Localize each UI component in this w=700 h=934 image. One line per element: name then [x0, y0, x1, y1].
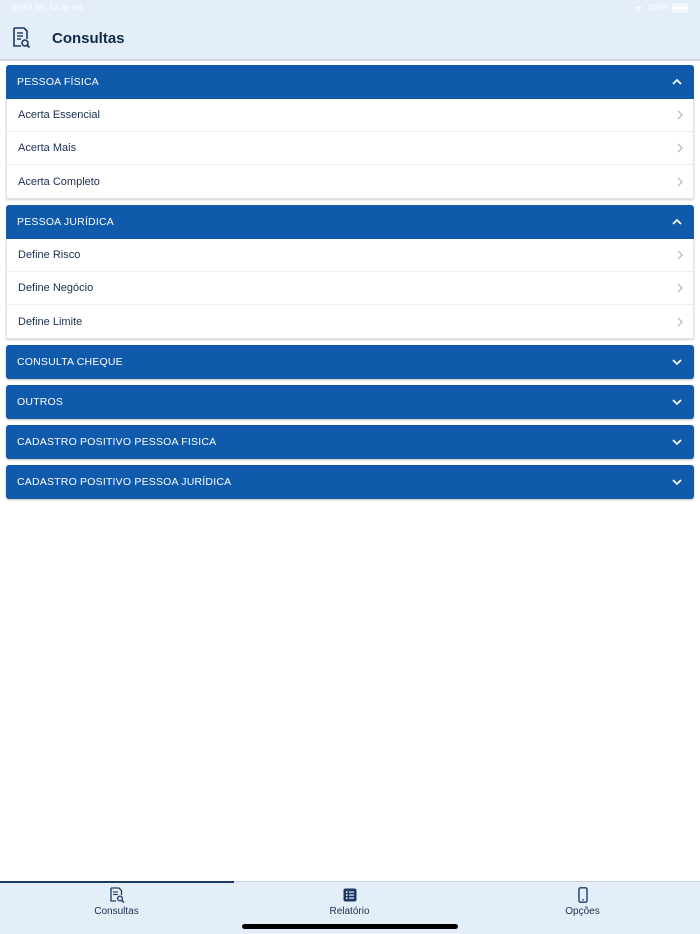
tab-label: Consultas	[94, 906, 139, 917]
list-item[interactable]	[7, 99, 693, 132]
chevron-down-icon	[670, 395, 684, 409]
section-header[interactable]	[6, 385, 694, 419]
chevron-right-icon	[675, 142, 685, 154]
chevron-right-icon	[675, 249, 685, 261]
section-items	[6, 239, 694, 339]
list-item[interactable]	[7, 239, 693, 272]
list-item-label: Define Limite	[18, 315, 83, 328]
section-title: CONSULTA CHEQUE	[17, 356, 123, 368]
tab-opcoes[interactable]	[466, 882, 699, 922]
section-cadastro-positivo-pj	[6, 465, 694, 499]
chevron-right-icon	[675, 316, 685, 328]
section-outros	[6, 385, 694, 419]
document-search-icon	[109, 887, 125, 903]
tab-label: Relatório	[329, 906, 370, 917]
chevron-down-icon	[670, 355, 684, 369]
section-title: CADASTRO POSITIVO PESSOA JURÍDICA	[17, 476, 232, 488]
wifi-icon	[634, 4, 644, 12]
section-header[interactable]	[6, 345, 694, 379]
list-item-label: Acerta Completo	[18, 175, 100, 188]
list-item-label: Acerta Essencial	[18, 109, 100, 121]
tab-consultas[interactable]	[0, 882, 233, 922]
list-item-label: Define Negócio	[18, 282, 94, 294]
chevron-down-icon	[670, 435, 684, 449]
status-time: 09:53 Ter. 12 de set.	[12, 3, 85, 12]
list-item-label: Define Risco	[18, 249, 81, 261]
report-list-icon	[342, 887, 358, 903]
section-pessoa-fisica	[6, 65, 694, 199]
chevron-right-icon	[675, 282, 685, 294]
phone-device-icon	[575, 887, 591, 903]
status-indicators	[634, 3, 688, 12]
chevron-down-icon	[670, 475, 684, 489]
section-title: PESSOA FÍSICA	[17, 76, 99, 88]
section-items	[6, 99, 694, 199]
chevron-right-icon	[675, 109, 685, 121]
list-item[interactable]	[7, 132, 693, 165]
document-search-icon	[12, 27, 30, 49]
list-item-label: Acerta Mais	[18, 142, 77, 154]
battery-icon	[672, 4, 688, 12]
section-title: CADASTRO POSITIVO PESSOA FISICA	[17, 436, 217, 448]
chevron-right-icon	[675, 176, 685, 188]
section-header[interactable]	[6, 465, 694, 499]
section-title: OUTROS	[17, 396, 64, 408]
tab-relatorio[interactable]	[233, 882, 466, 922]
chevron-up-icon	[670, 215, 684, 229]
section-consulta-cheque	[6, 345, 694, 379]
home-indicator	[242, 924, 458, 929]
section-cadastro-positivo-pf	[6, 425, 694, 459]
consultas-list	[6, 65, 694, 505]
chevron-up-icon	[670, 75, 684, 89]
tab-label: Opções	[565, 906, 600, 917]
list-item[interactable]	[7, 272, 693, 305]
list-item[interactable]	[7, 165, 693, 198]
page-title: Consultas	[52, 30, 125, 47]
section-pessoa-juridica	[6, 205, 694, 339]
app-header	[0, 16, 700, 61]
section-title: PESSOA JURÍDICA	[17, 216, 114, 228]
section-header[interactable]	[6, 65, 694, 99]
section-header[interactable]	[6, 205, 694, 239]
list-item[interactable]	[7, 305, 693, 338]
battery-percent: 100%	[647, 3, 668, 12]
status-bar	[0, 0, 700, 16]
section-header[interactable]	[6, 425, 694, 459]
